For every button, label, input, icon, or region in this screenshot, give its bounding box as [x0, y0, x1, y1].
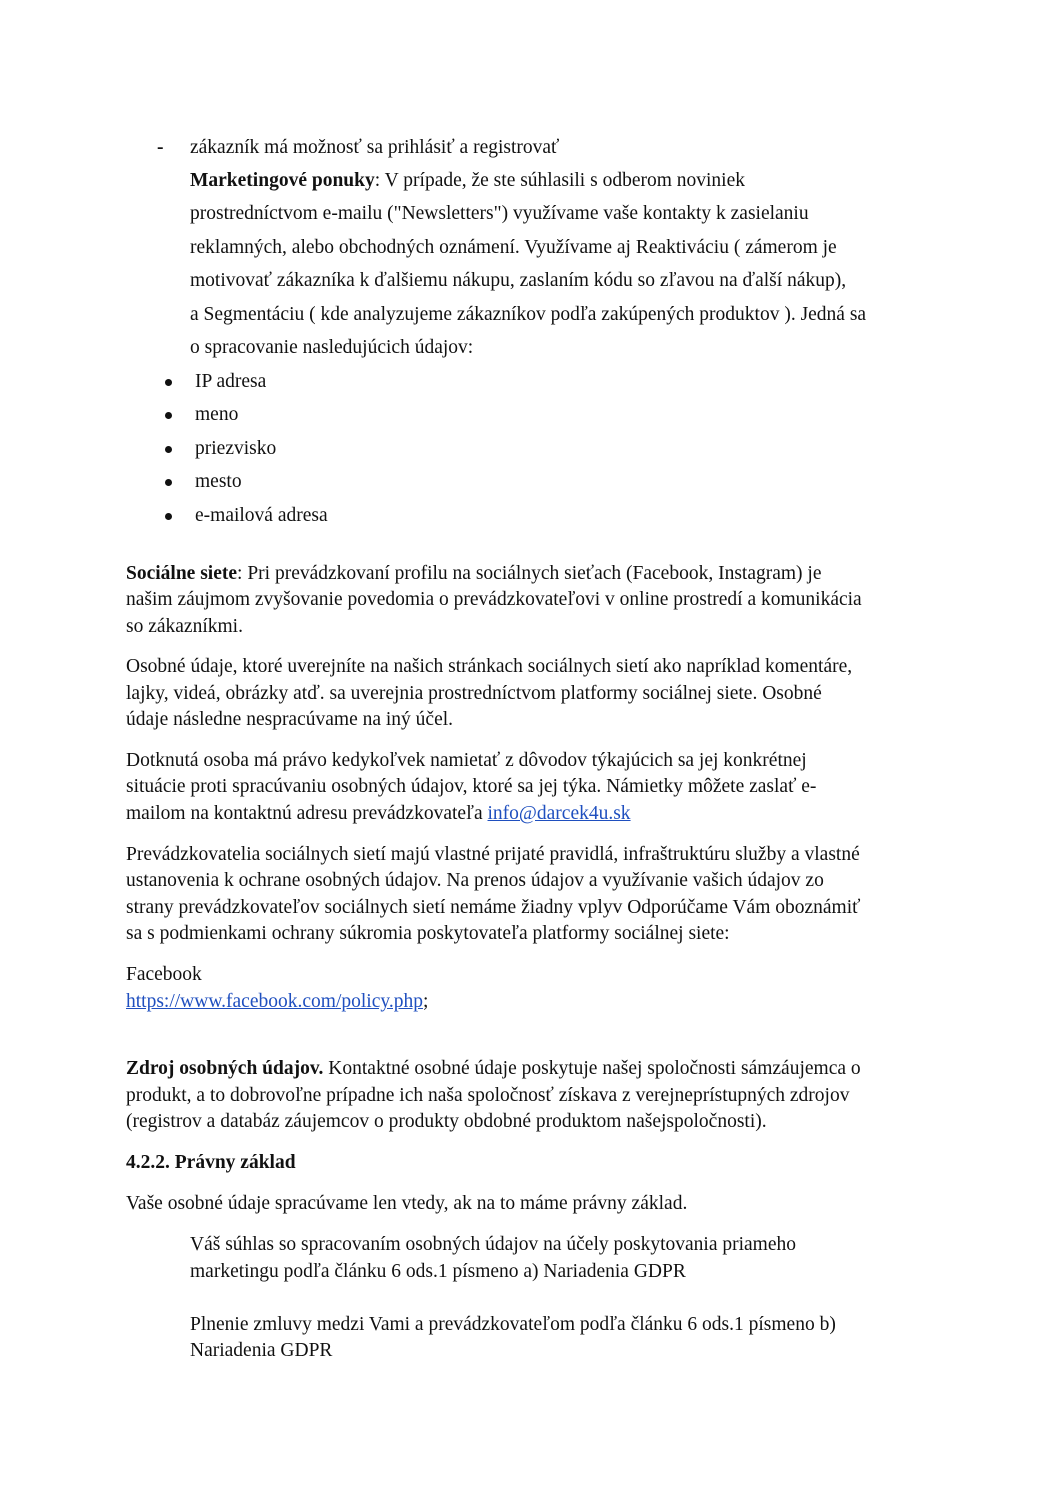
social-line-2: našim záujmom zvyšovanie povedomia o prevádzkovateľovi v online prostredí a komunikácia	[126, 589, 862, 610]
social-p2-line-2: lajky, videá, obrázky atď. sa uverejnia prostredníctvom platformy sociálnej siete. Osobné	[126, 683, 822, 704]
social-heading: Sociálne siete	[126, 563, 238, 584]
social-p3-line-1: Dotknutá osoba má právo kedykoľvek namietať z dôvodov týkajúcich sa jej konkrétnej	[126, 750, 807, 771]
dash-bullet: -	[157, 137, 164, 158]
legal-intro: Vaše osobné údaje spracúvame len vtedy, ak na to máme právny základ.	[126, 1193, 688, 1214]
marketing-heading: Marketingové ponuky	[190, 170, 375, 191]
list-item: meno	[195, 404, 239, 425]
list-item: mesto	[195, 471, 242, 492]
email-link[interactable]: info@darcek4u.sk	[487, 803, 631, 824]
social-p3-line-3: mailom na kontaktnú adresu prevádzkovateľa info@darcek4u.sk	[126, 803, 631, 824]
social-p3-line-2: situácie proti spracúvaniu osobných údajov, ktoré sa jej týka. Námietky môžete zaslať e-	[126, 776, 817, 797]
source-line-2: produkt, a to dobrovoľne prípadne ich naša spoločnosť získava z verejneprístupných zdrojov	[126, 1085, 850, 1106]
source-line-1: Zdroj osobných údajov. Kontaktné osobné údaje poskytuje našej spoločnosti sámzáujemca o	[126, 1058, 861, 1079]
legal-item-2-line-1: Plnenie zmluvy medzi Vami a prevádzkovateľom podľa článku 6 ods.1 písmeno b)	[190, 1314, 836, 1335]
social-p2-line-1: Osobné údaje, ktoré uverejníte na našich stránkach sociálnych sietí ako napríklad komentáre,	[126, 656, 853, 677]
list-item: e-mailová adresa	[195, 505, 328, 526]
bullet-icon	[165, 513, 172, 520]
social-p2-line-3: údaje následne nespracúvame na iný účel.	[126, 709, 454, 730]
bullet-icon	[165, 379, 172, 386]
marketing-line-6: o spracovanie nasledujúcich údajov:	[190, 337, 474, 358]
social-p4-line-3: strany prevádzkovateľov sociálnych sietí nemáme žiadny vplyv Odporúčame Vám oboznámiť	[126, 897, 861, 918]
marketing-line-2: prostredníctvom e-mailu ("Newsletters") využívame vaše kontakty k zasielaniu	[190, 203, 809, 224]
facebook-line: https://www.facebook.com/policy.php;	[126, 991, 429, 1012]
facebook-policy-link[interactable]: https://www.facebook.com/policy.php	[126, 991, 423, 1012]
bullet-icon	[165, 446, 172, 453]
social-p4-line-4: sa s podmienkami ochrany súkromia poskytovateľa platformy sociálnej siete:	[126, 923, 730, 944]
social-line-1: Sociálne siete: Pri prevádzkovaní profilu na sociálnych sieťach (Facebook, Instagram) je	[126, 563, 822, 584]
list-item: IP adresa	[195, 371, 267, 392]
bullet-icon	[165, 479, 172, 486]
source-heading: Zdroj osobných údajov.	[126, 1058, 324, 1079]
list-item: priezvisko	[195, 438, 277, 459]
social-line-3: so zákazníkmi.	[126, 616, 243, 637]
legal-item-1-line-2: marketingu podľa článku 6 ods.1 písmeno a) Nariadenia GDPR	[190, 1261, 686, 1282]
marketing-line-5: a Segmentáciu ( kde analyzujeme zákazníkov podľa zakúpených produktov ). Jedná sa	[190, 304, 867, 325]
legal-item-2-line-2: Nariadenia GDPR	[190, 1340, 333, 1361]
legal-item-1-line-1: Váš súhlas so spracovaním osobných údajov na účely poskytovania priameho	[190, 1234, 796, 1255]
social-p4-line-2: ustanovenia k ochrane osobných údajov. Na prenos údajov a využívanie vašich údajov zo	[126, 870, 824, 891]
bullet-icon	[165, 412, 172, 419]
legal-heading: 4.2.2. Právny základ	[126, 1152, 296, 1173]
facebook-label: Facebook	[126, 964, 202, 985]
marketing-line-3: reklamných, alebo obchodných oznámení. Využívame aj Reaktiváciu ( zámerom je	[190, 237, 837, 258]
source-line-3: (registrov a databáz záujemcov o produkty obdobné produktom našejspoločnosti).	[126, 1111, 767, 1132]
social-p4-line-1: Prevádzkovatelia sociálnych sietí majú vlastné prijaté pravidlá, infraštruktúru služby a vlastné	[126, 844, 860, 865]
marketing-line-1: Marketingové ponuky: V prípade, že ste súhlasili s odberom noviniek	[190, 170, 745, 191]
dash-item: zákazník má možnosť sa prihlásiť a registrovať	[190, 137, 560, 158]
marketing-line-4: motivovať zákazníka k ďalšiemu nákupu, zaslaním kódu so zľavou na ďalší nákup),	[190, 270, 847, 291]
